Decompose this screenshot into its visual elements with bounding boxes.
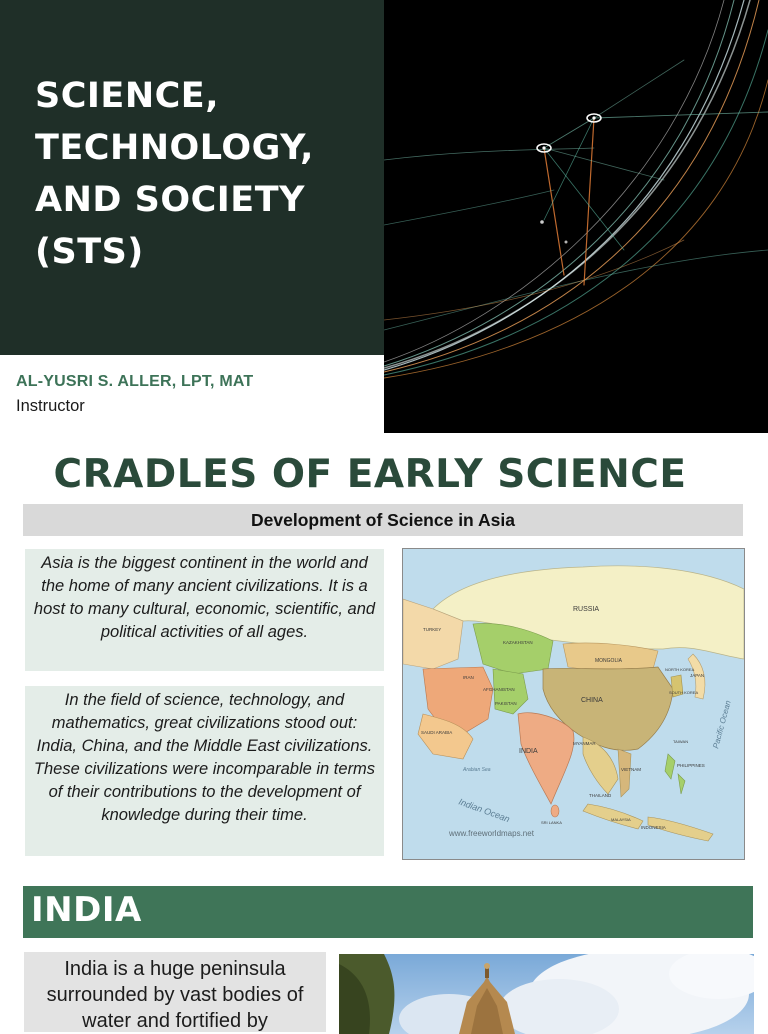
map-label-russia: RUSSIA [573, 606, 600, 613]
map-label-india: INDIA [519, 748, 538, 755]
map-label-arabian-sea: Arabian Sea [463, 767, 491, 773]
instructor-role: Instructor [16, 397, 85, 415]
map-label-philippines: PHILIPPINES [677, 763, 705, 768]
map-label-malaysia: MALAYSIA [611, 817, 631, 822]
map-label-turkey: TURKEY [423, 627, 442, 632]
map-label-north-korea: NORTH KOREA [665, 667, 695, 672]
map-label-sri-lanka: SRI LANKA [541, 820, 562, 825]
map-label-indian-ocean: Indian Ocean [457, 796, 512, 825]
instructor-name: AL-YUSRI S. ALLER, LPT, MAT [16, 373, 254, 390]
intro-paragraph: Asia is the biggest continent in the world and the home of many ancient civilizations. It is a host to many cultural, economic, scientific, and political activities of all ages. [33, 554, 376, 641]
temple-photo-illustration [339, 954, 754, 1034]
map-label-iran: IRAN [463, 675, 474, 680]
course-title-line-2: TECHNOLOGY, [35, 128, 314, 168]
india-heading: INDIA [31, 890, 142, 930]
map-label-afghanistan: AFGHANISTAN [483, 687, 515, 692]
course-title-line-4: (STS) [35, 232, 144, 272]
civilizations-paragraph-box [25, 686, 384, 856]
map-label-saudi-arabia: SAUDI ARABIA [421, 730, 453, 735]
map-label-pacific-ocean: Pacific Ocean [711, 699, 733, 750]
intro-paragraph-box [25, 549, 384, 671]
map-label-vietnam: VIETNAM [621, 767, 642, 772]
course-title [35, 70, 380, 278]
map-label-thailand: THAILAND [589, 793, 612, 798]
map-label-japan: JAPAN [690, 673, 705, 678]
asia-map [402, 548, 745, 860]
network-curves-illustration [384, 0, 768, 433]
subheading: Development of Science in Asia [251, 510, 515, 530]
map-label-china: CHINA [581, 697, 603, 704]
map-label-mongolia: MONGOLIA [595, 658, 622, 664]
map-label-indonesia: INDONESIA [641, 825, 666, 830]
course-title-line-1: SCIENCE, [35, 76, 220, 116]
map-label-pakistan: PAKISTAN [495, 701, 517, 706]
map-label-south-korea: SOUTH KOREA [669, 690, 699, 695]
map-credit: www.freeworldmaps.net [449, 829, 534, 838]
india-paragraph: India is a huge peninsula surrounded by vast bodies of water and fortified by [46, 958, 304, 1032]
map-label-taiwan: TAIWAN [673, 739, 689, 744]
subheading-bar [23, 504, 743, 536]
map-label-kazakhstan: KAZAKHSTAN [503, 640, 533, 645]
temple-photo [339, 954, 754, 1034]
map-label-myanmar: MYANMAR [573, 741, 596, 746]
india-heading-bar [23, 886, 753, 938]
section-title: CRADLES OF EARLY SCIENCE [53, 452, 687, 497]
india-paragraph-box [24, 952, 326, 1032]
course-title-line-3: AND SOCIETY [35, 180, 305, 220]
civilizations-paragraph: In the field of science, technology, and mathematics, great civilizations stood out: India, China, and the Middle East civilizations. These civilizations were incomparable in terms of their contributions to the development of knowledge during their time. [33, 691, 376, 824]
network-graphic [384, 0, 768, 433]
asia-map-illustration [403, 549, 744, 859]
